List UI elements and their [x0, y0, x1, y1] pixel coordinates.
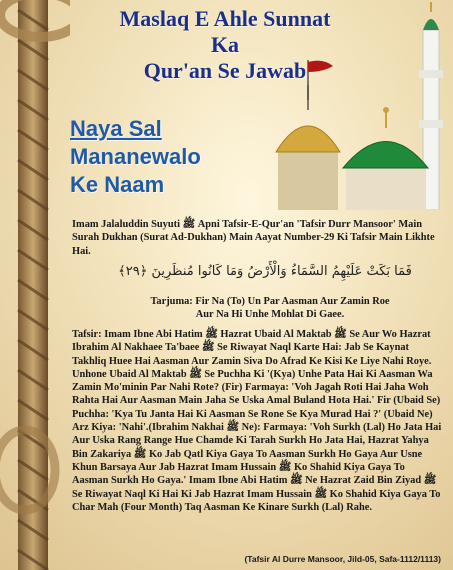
subheading-line-2: Mananewalo: [70, 144, 201, 169]
tarjuma: [100, 295, 440, 322]
tarjuma-line-1: Tarjuma: Fir Na (To) Un Par Aasman Aur Zamin Roe: [150, 296, 390, 307]
subheading-line-3: Ke Naam: [70, 172, 165, 197]
green-dome-icon: [343, 107, 428, 210]
tafsir-paragraph: Tafsir: Imam Ibne Abi Hatim ﷺ Hazrat Ubaid Al Maktab ﷺ Se Aur Wo Hazrat Ibrahim Al Nakhaee Ta'baee ﷺ Se Riwayat Naql Karte Hai: Jab Se Kaynat Takhliq Huee Hai Aasman Aur Zamin Siva Do Afrad Ke Kisi Ke Liye Nahi Roye. Unhone Ubaid Al Maktab ﷺ Se Puchha Ki '(Kya) Unhe Pata Hai Ki Aasman Wa Zamin Mo'minin Par Nahi Rote? (Fir) Farmaya: 'Voh Jagah Roti Hai Jaha Woh Rahta Hai Aur Aasman Main Jaha Se Uska Amal Buland Hota Hai.' Fir (Ubaid Se) Puchha: 'Kya Tu Janta Hai Ki Aasman Se Rone Se Kya Murad Hai ?' (Ubaid Ne) Arz Kiya: 'Nahi'.(Ibrahim Nakhai ﷺ Ne): Farmaya: 'Voh Surkh (Lal) Ho Jata Hai Aur Uska Rang Range Hue Chamde Ki Tarah Surkh Ho Jata Hai, Hazrat Yahya Bin Zakariya ﷺ Ko Jab Qatl Kiya Gaya To Aasman Surkh Ho Gaya Aur Usne Khun Barsaya Aur Jab Hazrat Imam Hussain ﷺ Ko Shahid Kiya Gaya To Aasman Surkh Ho Gaya.' Imam Ibne Abi Hatim ﷺ Ne Hazrat Zaid Bin Ziyad ﷺ Se Riwayat Naql Ki Hai Ki Jab Hazrat Imam Hussain ﷺ Ko Shahid Kiya Gaya To Char Mah (Four Month) Taq Aasman Ke Kinare Surkh (Lal) Rahe.: [72, 329, 442, 513]
title-line-2: Ka: [210, 32, 240, 57]
page-title: [95, 6, 355, 84]
subheading: [70, 115, 220, 199]
subheading-line-1: Naya Sal: [70, 116, 162, 141]
tarjuma-line-2: Aur Na Hi Unhe Mohlat Di Gaee.: [195, 309, 345, 321]
rope-icon: [0, 0, 70, 570]
title-line-3: Qur'an Se Jawab: [143, 58, 307, 83]
intro-paragraph: Imam Jalaluddin Suyuti ﷺ Apni Tafsir-E-Qur'an 'Tafsir Durr Mansoor' Main Surah Dukhan (Surat Ad-Dukhan) Main Aayat Number-29 Ki Tafsir Main Likhte Hai.: [72, 219, 435, 257]
reference-citation: (Tafsir Al Durre Mansoor, Jild-05, Safa-1112/1113): [244, 554, 441, 564]
arabic-verse: فَمَا بَكَتْ عَلَيْهِمُ السَّمَاءُ وَالْأَرْضُ وَمَا كَانُوا مُنظَرِينَ ﴿٢٩﴾: [118, 264, 412, 279]
title-line-1: Maslaq E Ahle Sunnat: [119, 6, 331, 31]
